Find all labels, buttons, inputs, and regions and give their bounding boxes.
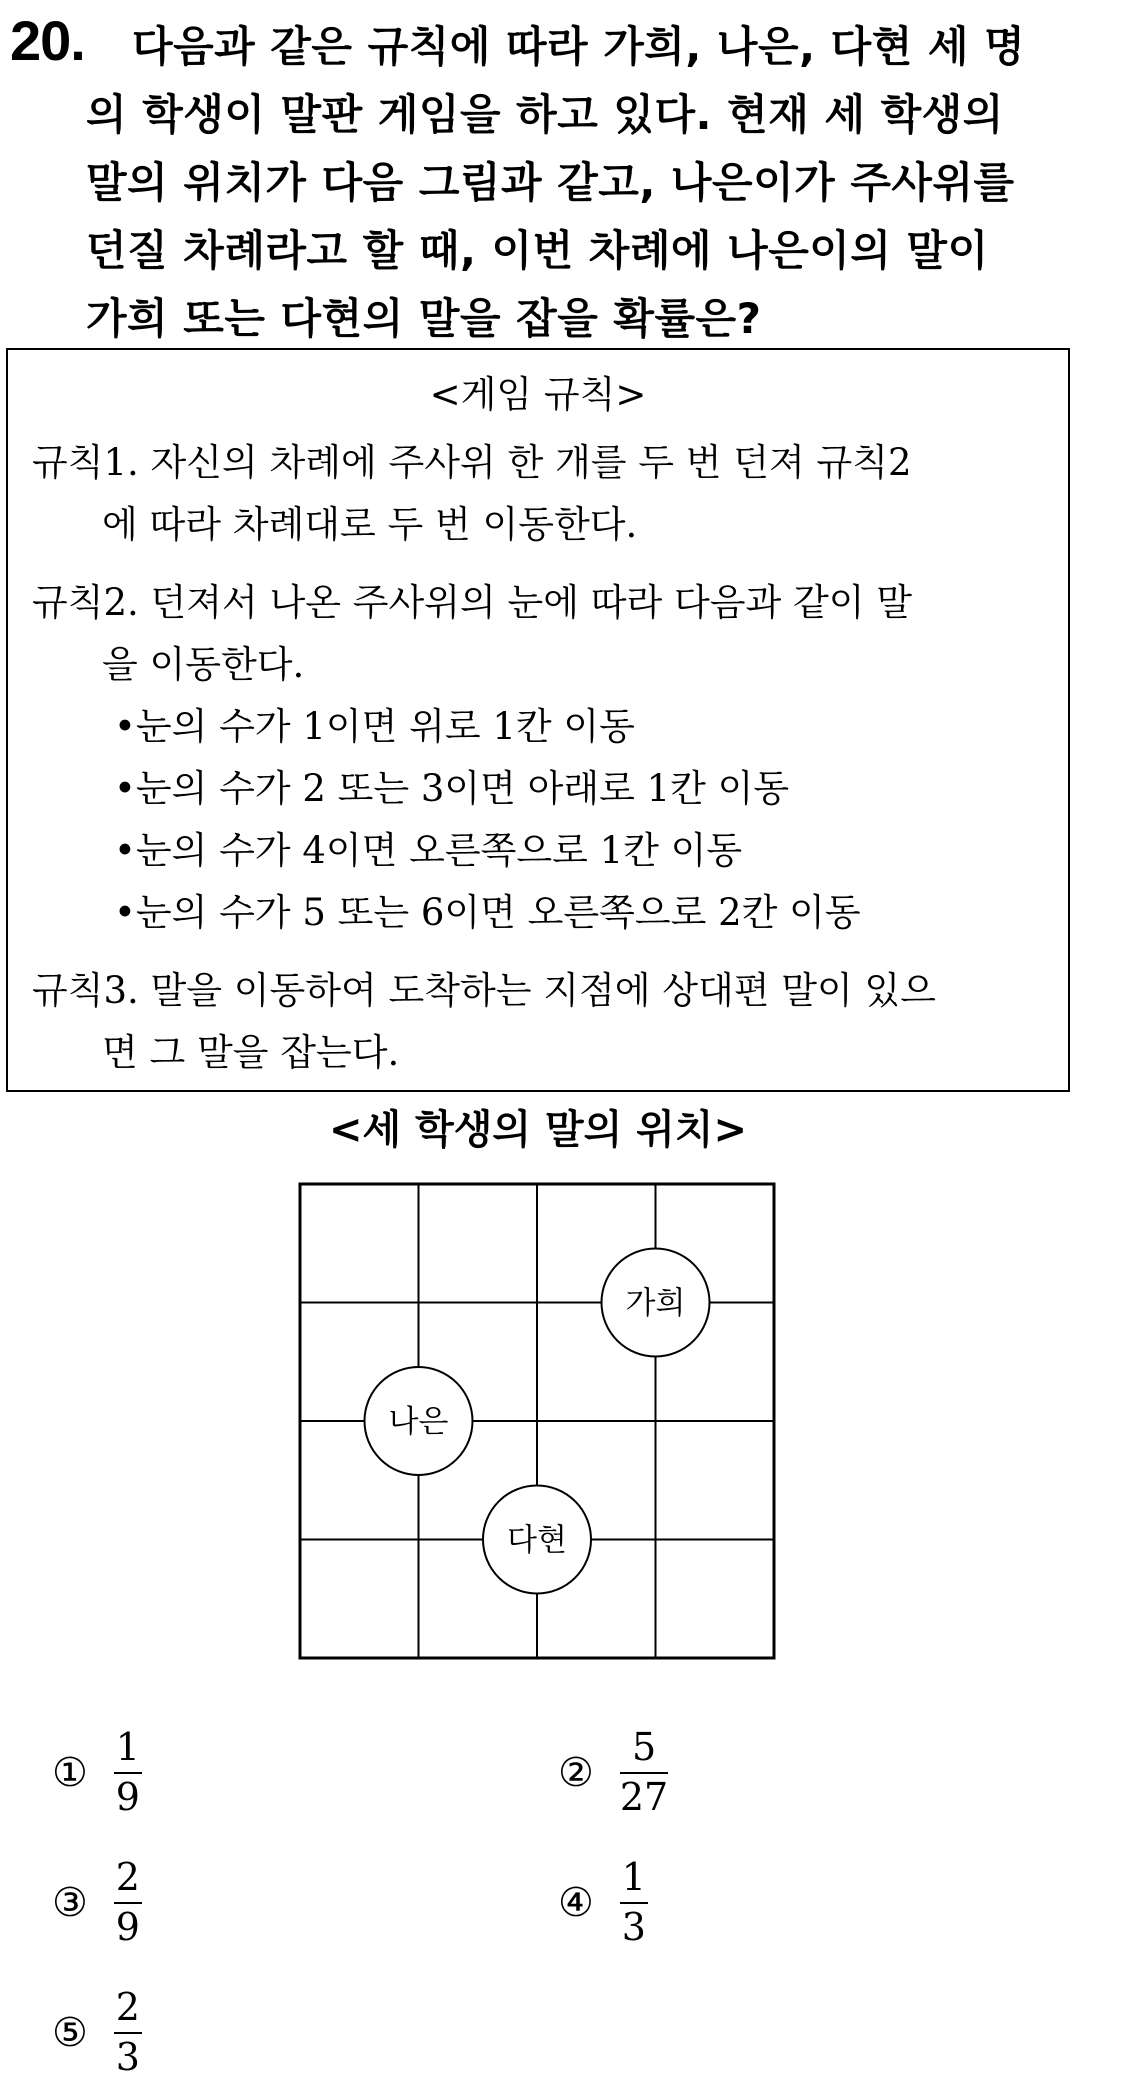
choice-3-denominator: 9 (115, 1904, 140, 1949)
choice-3-mark: ③ (52, 1879, 88, 1926)
piece-label: 다현 (507, 1522, 567, 1559)
choice-2-fraction (619, 1725, 669, 1819)
game-board-svg (298, 1182, 776, 1662)
question-line-4: 던질 차례라고 할 때, 이번 차례에 나은이의 말이 (86, 226, 989, 275)
choice-3-fraction (114, 1855, 142, 1949)
question-line-1: 다음과 같은 규칙에 따라 가희, 나은, 다현 세 명 (132, 22, 1026, 71)
piece-label: 가희 (625, 1285, 686, 1322)
choice-5-denominator: 3 (115, 2034, 140, 2079)
game-board (298, 1182, 776, 1662)
fraction-bar (620, 1902, 648, 1904)
question-line-5: 가희 또는 다현의 말을 잡을 확률은? (86, 294, 762, 343)
choice-1-mark: ① (52, 1749, 88, 1796)
choice-4-fraction (620, 1855, 648, 1949)
choice-4-denominator: 3 (621, 1904, 646, 1949)
fraction-bar (114, 1902, 142, 1904)
figure-title: <세 학생의 말의 위치> (329, 1107, 747, 1153)
question-line-3: 말의 위치가 다음 그림과 같고, 나은이가 주사위를 (86, 158, 1015, 207)
choice-1-denominator: 9 (115, 1774, 140, 1819)
board-piece-1 (602, 1249, 710, 1357)
choice-5-numerator: 2 (115, 1985, 140, 2029)
rules-title: <게임 규칙> (429, 373, 647, 416)
choice-2-numerator: 5 (631, 1725, 657, 1769)
choice-4[interactable] (558, 1855, 648, 1949)
fraction-bar (114, 2032, 142, 2034)
choice-2[interactable] (558, 1725, 669, 1819)
rule-2-bullet-4: •눈의 수가 5 또는 6이면 오른쪽으로 2칸 이동 (114, 891, 861, 934)
rule-2-bullet-1: •눈의 수가 1이면 위로 1칸 이동 (114, 705, 635, 748)
question-line-2: 의 학생이 말판 게임을 하고 있다. 현재 세 학생의 (86, 90, 1004, 139)
choice-3[interactable] (52, 1855, 142, 1949)
choice-1-numerator: 1 (115, 1725, 140, 1769)
choice-2-mark: ② (558, 1749, 594, 1796)
choice-4-numerator: 1 (621, 1855, 646, 1899)
board-piece-2 (365, 1367, 473, 1475)
rule-1-line-1: 규칙1. 자신의 차례에 주사위 한 개를 두 번 던져 규칙2 (32, 441, 912, 484)
choice-5-mark: ⑤ (52, 2009, 88, 2056)
rule-3-line-1: 규칙3. 말을 이동하여 도착하는 지점에 상대편 말이 있으 (32, 969, 936, 1012)
fraction-bar (620, 1772, 668, 1774)
rules-box (6, 348, 1070, 1092)
choice-5-fraction (114, 1985, 142, 2079)
rule-2-line-2: 을 이동한다. (102, 643, 305, 686)
choice-1[interactable] (52, 1725, 142, 1819)
board-piece-3 (483, 1486, 591, 1594)
choice-5[interactable] (52, 1985, 142, 2079)
choice-4-mark: ④ (558, 1879, 594, 1926)
choice-2-denominator: 27 (619, 1774, 669, 1819)
choice-1-fraction (114, 1725, 142, 1819)
rule-1-line-2: 에 따라 차례대로 두 번 이동한다. (102, 503, 638, 546)
rule-2-line-1: 규칙2. 던져서 나온 주사위의 눈에 따라 다음과 같이 말 (32, 581, 912, 624)
choice-3-numerator: 2 (115, 1855, 140, 1899)
rule-2-bullet-3: •눈의 수가 4이면 오른쪽으로 1칸 이동 (114, 829, 743, 872)
rule-2-bullet-2: •눈의 수가 2 또는 3이면 아래로 1칸 이동 (114, 767, 790, 810)
rule-3-line-2: 면 그 말을 잡는다. (102, 1031, 400, 1074)
piece-label: 나은 (388, 1404, 449, 1440)
fraction-bar (114, 1772, 142, 1774)
question-number: 20. (10, 9, 85, 72)
